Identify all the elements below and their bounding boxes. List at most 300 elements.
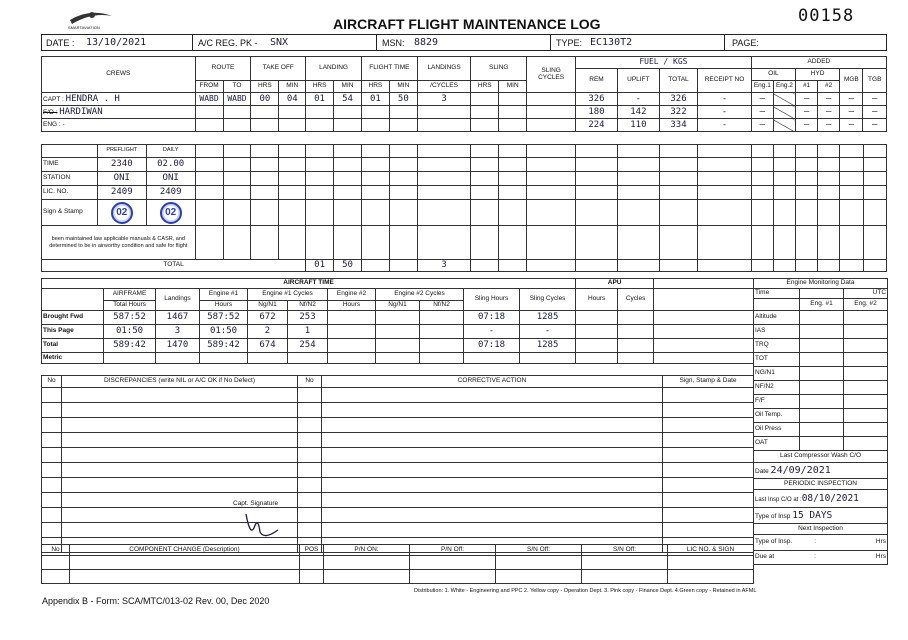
- takeoff-hrs-value[interactable]: 00: [251, 93, 279, 106]
- cell[interactable]: [576, 311, 618, 325]
- cell[interactable]: [334, 186, 362, 200]
- cell[interactable]: [499, 106, 527, 119]
- cell[interactable]: [618, 325, 654, 339]
- cell[interactable]: [195, 158, 223, 172]
- cell[interactable]: [863, 200, 887, 226]
- fuel-rem-1[interactable]: 326: [576, 93, 618, 106]
- cell[interactable]: [800, 381, 844, 395]
- cell[interactable]: [410, 570, 496, 584]
- cell[interactable]: [42, 433, 62, 448]
- due-at-cell[interactable]: [754, 551, 888, 565]
- cell[interactable]: [376, 353, 420, 364]
- cell[interactable]: [618, 311, 654, 325]
- takeoff-min-value[interactable]: 04: [279, 93, 306, 106]
- cell[interactable]: [389, 119, 417, 132]
- cell[interactable]: [306, 145, 334, 158]
- cell[interactable]: [334, 226, 362, 260]
- bf-nf1[interactable]: 253: [288, 311, 328, 325]
- cell[interactable]: [361, 226, 389, 260]
- cell[interactable]: [844, 409, 888, 423]
- cell[interactable]: [42, 448, 62, 463]
- cell[interactable]: [361, 158, 389, 172]
- cell[interactable]: [796, 145, 818, 158]
- cell[interactable]: [751, 158, 773, 172]
- cell[interactable]: [195, 186, 223, 200]
- cell[interactable]: [840, 260, 863, 272]
- cell[interactable]: [417, 158, 471, 172]
- cell[interactable]: [334, 145, 362, 158]
- time-preflight[interactable]: 2340: [97, 158, 146, 172]
- cell[interactable]: [668, 570, 754, 584]
- capt-cell[interactable]: [42, 93, 196, 106]
- tgb-3[interactable]: –: [863, 119, 887, 132]
- cell[interactable]: [306, 200, 334, 226]
- cell[interactable]: [818, 158, 840, 172]
- cell[interactable]: [663, 463, 754, 478]
- cell[interactable]: [840, 226, 863, 260]
- tp-landings[interactable]: 3: [156, 325, 200, 339]
- cell[interactable]: [844, 339, 888, 353]
- cell[interactable]: [751, 186, 773, 200]
- cell[interactable]: [844, 437, 888, 451]
- cell[interactable]: [800, 437, 844, 451]
- cell[interactable]: [751, 226, 773, 260]
- cell[interactable]: [298, 418, 322, 433]
- tot-ng1[interactable]: 674: [248, 339, 288, 353]
- cell[interactable]: [576, 325, 618, 339]
- cell[interactable]: [818, 145, 840, 158]
- cell[interactable]: [796, 200, 818, 226]
- cell[interactable]: [223, 200, 251, 226]
- fuel-uplift-2[interactable]: 142: [617, 106, 659, 119]
- cell[interactable]: [751, 172, 773, 186]
- cell[interactable]: [417, 172, 471, 186]
- cell[interactable]: [800, 423, 844, 437]
- cell[interactable]: [654, 311, 754, 325]
- cell[interactable]: [800, 339, 844, 353]
- cell[interactable]: [844, 395, 888, 409]
- oil-eng1-1[interactable]: –: [751, 93, 773, 106]
- cell[interactable]: [499, 186, 527, 200]
- cell[interactable]: [527, 119, 576, 132]
- mgb-1[interactable]: –: [840, 93, 863, 106]
- cell[interactable]: [279, 158, 306, 172]
- cell[interactable]: [279, 200, 306, 226]
- cell[interactable]: [410, 556, 496, 570]
- cell[interactable]: [70, 570, 300, 584]
- capt-signature[interactable]: [238, 508, 286, 542]
- cell[interactable]: [42, 418, 62, 433]
- total-min[interactable]: 50: [334, 260, 362, 272]
- cell[interactable]: [527, 172, 576, 186]
- landing-min-value[interactable]: 54: [334, 93, 362, 106]
- cell[interactable]: [195, 200, 223, 226]
- cell[interactable]: [818, 172, 840, 186]
- cell[interactable]: [840, 158, 863, 172]
- cell[interactable]: [195, 145, 223, 158]
- cell[interactable]: [618, 339, 654, 353]
- cell[interactable]: [200, 353, 248, 364]
- tot-sling-cycles[interactable]: 1285: [520, 339, 576, 353]
- cell[interactable]: [527, 106, 576, 119]
- cell[interactable]: [389, 158, 417, 172]
- cell[interactable]: [300, 556, 324, 570]
- fuel-uplift-3[interactable]: 110: [617, 119, 659, 132]
- fuel-rem-3[interactable]: 224: [576, 119, 618, 132]
- cell[interactable]: [818, 200, 840, 226]
- type-value[interactable]: EC130T2: [590, 37, 633, 48]
- fo-cell[interactable]: [42, 106, 196, 119]
- bf-sling-cycles[interactable]: 1285: [520, 311, 576, 325]
- msn-value[interactable]: 8829: [414, 37, 439, 48]
- tp-airframe[interactable]: 01:50: [104, 325, 156, 339]
- cell[interactable]: [773, 200, 795, 226]
- cell[interactable]: [322, 478, 663, 493]
- cell[interactable]: [617, 186, 659, 200]
- cell[interactable]: [659, 158, 697, 172]
- cell[interactable]: [420, 311, 464, 325]
- cell[interactable]: [844, 311, 888, 325]
- cell[interactable]: [361, 145, 389, 158]
- cell[interactable]: [42, 570, 70, 584]
- cell[interactable]: [62, 463, 298, 478]
- cell[interactable]: [796, 172, 818, 186]
- hyd2-1[interactable]: –: [818, 93, 840, 106]
- cell[interactable]: [322, 493, 663, 508]
- cell[interactable]: [62, 478, 298, 493]
- cell[interactable]: [863, 226, 887, 260]
- cell[interactable]: [306, 226, 334, 260]
- type-insp-cell[interactable]: [754, 508, 888, 524]
- cell[interactable]: [863, 260, 887, 272]
- cell[interactable]: [863, 145, 887, 158]
- next-type-cell[interactable]: [754, 535, 888, 551]
- to-value[interactable]: WABD: [223, 93, 251, 106]
- cell[interactable]: [659, 200, 697, 226]
- cell[interactable]: [698, 260, 752, 272]
- cell[interactable]: [751, 145, 773, 158]
- cell[interactable]: [322, 463, 663, 478]
- cell[interactable]: [471, 186, 499, 200]
- cell[interactable]: [251, 186, 279, 200]
- cell[interactable]: [800, 353, 844, 367]
- cell[interactable]: [389, 145, 417, 158]
- landings-value[interactable]: 3: [417, 93, 471, 106]
- cell[interactable]: [582, 556, 668, 570]
- cell[interactable]: [654, 325, 754, 339]
- cell[interactable]: [389, 226, 417, 260]
- cell[interactable]: [334, 119, 362, 132]
- cell[interactable]: [659, 172, 697, 186]
- tp-sling-cycles[interactable]: -: [520, 325, 576, 339]
- tp-eng1[interactable]: 01:50: [200, 325, 248, 339]
- flight-min-value[interactable]: 50: [389, 93, 417, 106]
- cell[interactable]: [773, 158, 795, 172]
- cell[interactable]: [499, 119, 527, 132]
- cell[interactable]: [576, 158, 618, 172]
- cell[interactable]: [800, 395, 844, 409]
- cell[interactable]: [663, 418, 754, 433]
- hyd1-3[interactable]: –: [796, 119, 818, 132]
- cell[interactable]: [663, 478, 754, 493]
- cell[interactable]: [499, 145, 527, 158]
- cell[interactable]: [328, 311, 376, 325]
- cell[interactable]: [361, 119, 389, 132]
- cell[interactable]: [195, 119, 223, 132]
- fuel-total-1[interactable]: 326: [659, 93, 697, 106]
- cell[interactable]: [663, 493, 754, 508]
- cell[interactable]: [104, 353, 156, 364]
- cell[interactable]: [42, 493, 62, 508]
- fuel-receipt-1[interactable]: -: [698, 93, 752, 106]
- cell[interactable]: [42, 523, 62, 538]
- cell[interactable]: [328, 339, 376, 353]
- cell[interactable]: [300, 570, 324, 584]
- cell[interactable]: [496, 570, 582, 584]
- cell[interactable]: [668, 556, 754, 570]
- tp-sling-hours[interactable]: -: [464, 325, 520, 339]
- cell[interactable]: [223, 226, 251, 260]
- time-daily[interactable]: 02.00: [146, 158, 195, 172]
- cell[interactable]: [663, 508, 754, 523]
- cell[interactable]: [279, 106, 306, 119]
- cell[interactable]: [520, 353, 576, 364]
- cell[interactable]: [773, 260, 795, 272]
- cell[interactable]: [62, 403, 298, 418]
- cell[interactable]: [417, 186, 471, 200]
- cell[interactable]: [195, 106, 223, 119]
- cell[interactable]: [361, 172, 389, 186]
- cell[interactable]: [334, 172, 362, 186]
- cell[interactable]: [659, 145, 697, 158]
- cell[interactable]: [840, 186, 863, 200]
- lic-daily[interactable]: 2409: [146, 186, 195, 200]
- cell[interactable]: [773, 186, 795, 200]
- cell[interactable]: [576, 226, 618, 260]
- cell[interactable]: [288, 353, 328, 364]
- cell[interactable]: [499, 93, 527, 106]
- cell[interactable]: [840, 172, 863, 186]
- landing-hrs-value[interactable]: 01: [306, 93, 334, 106]
- cell[interactable]: [617, 145, 659, 158]
- cell[interactable]: [800, 325, 844, 339]
- compressor-date-cell[interactable]: [754, 463, 888, 479]
- cell[interactable]: [417, 200, 471, 226]
- cell[interactable]: [844, 353, 888, 367]
- cell[interactable]: [863, 186, 887, 200]
- cell[interactable]: [617, 172, 659, 186]
- cell[interactable]: [306, 186, 334, 200]
- cell[interactable]: [306, 106, 334, 119]
- cell[interactable]: [42, 478, 62, 493]
- hyd1-1[interactable]: –: [796, 93, 818, 106]
- cell[interactable]: [195, 226, 223, 260]
- mgb-2[interactable]: –: [840, 106, 863, 119]
- hyd2-2[interactable]: –: [818, 106, 840, 119]
- cell[interactable]: [751, 260, 773, 272]
- reg-value[interactable]: SNX: [270, 37, 289, 48]
- tp-ng1[interactable]: 2: [248, 325, 288, 339]
- cell[interactable]: [298, 433, 322, 448]
- cell[interactable]: [698, 186, 752, 200]
- cell[interactable]: [773, 226, 795, 260]
- cell[interactable]: [334, 200, 362, 226]
- cell[interactable]: [773, 172, 795, 186]
- tot-sling-hours[interactable]: 07:18: [464, 339, 520, 353]
- cell[interactable]: [617, 260, 659, 272]
- cell[interactable]: [62, 433, 298, 448]
- cell[interactable]: [576, 145, 618, 158]
- cell[interactable]: [298, 463, 322, 478]
- cell[interactable]: [527, 260, 576, 272]
- cell[interactable]: [844, 381, 888, 395]
- cell[interactable]: [156, 353, 200, 364]
- station-daily[interactable]: ONI: [146, 172, 195, 186]
- cell[interactable]: [223, 106, 251, 119]
- cell[interactable]: [527, 186, 576, 200]
- cell[interactable]: [361, 106, 389, 119]
- cell[interactable]: [499, 260, 527, 272]
- cell[interactable]: [322, 433, 663, 448]
- tot-eng1[interactable]: 589:42: [200, 339, 248, 353]
- cell[interactable]: [844, 325, 888, 339]
- cell[interactable]: [251, 172, 279, 186]
- cell[interactable]: [223, 158, 251, 172]
- cell[interactable]: [496, 556, 582, 570]
- cell[interactable]: [818, 226, 840, 260]
- cell[interactable]: [840, 145, 863, 158]
- cell[interactable]: [844, 367, 888, 381]
- cell[interactable]: [322, 508, 663, 523]
- cell[interactable]: [663, 448, 754, 463]
- cell[interactable]: [420, 339, 464, 353]
- cell[interactable]: [800, 289, 844, 299]
- cell[interactable]: [527, 93, 576, 106]
- cell[interactable]: [499, 172, 527, 186]
- cell[interactable]: [322, 418, 663, 433]
- eng-cell[interactable]: [42, 119, 196, 132]
- cell[interactable]: [70, 556, 300, 570]
- cell[interactable]: [62, 448, 298, 463]
- cell[interactable]: [389, 106, 417, 119]
- cell[interactable]: [376, 339, 420, 353]
- fuel-receipt-2[interactable]: -: [698, 106, 752, 119]
- cell[interactable]: [576, 260, 618, 272]
- oil-eng1-3[interactable]: –: [751, 119, 773, 132]
- cell[interactable]: [195, 172, 223, 186]
- cell[interactable]: [279, 145, 306, 158]
- cell[interactable]: [659, 260, 697, 272]
- cell[interactable]: [617, 158, 659, 172]
- tot-landings[interactable]: 1470: [156, 339, 200, 353]
- cell[interactable]: [420, 353, 464, 364]
- bf-eng1[interactable]: 587:52: [200, 311, 248, 325]
- cell[interactable]: [618, 353, 654, 364]
- cell[interactable]: [376, 325, 420, 339]
- daily-stamp-cell[interactable]: [146, 200, 195, 226]
- cell[interactable]: [324, 556, 410, 570]
- tp-nf1[interactable]: 1: [288, 325, 328, 339]
- cell[interactable]: [361, 260, 389, 272]
- cell[interactable]: [576, 200, 618, 226]
- cell[interactable]: [251, 226, 279, 260]
- cell[interactable]: [818, 186, 840, 200]
- cell[interactable]: [298, 388, 322, 403]
- cell[interactable]: [471, 119, 499, 132]
- cell[interactable]: [251, 119, 279, 132]
- cell[interactable]: [306, 172, 334, 186]
- cell[interactable]: [306, 158, 334, 172]
- bf-airframe[interactable]: 587:52: [104, 311, 156, 325]
- cell[interactable]: [251, 200, 279, 226]
- hyd2-3[interactable]: –: [818, 119, 840, 132]
- cell[interactable]: [328, 353, 376, 364]
- cell[interactable]: [42, 508, 62, 523]
- cell[interactable]: [471, 93, 499, 106]
- cell[interactable]: [62, 418, 298, 433]
- cell[interactable]: [840, 200, 863, 226]
- cell[interactable]: [698, 158, 752, 172]
- bf-landings[interactable]: 1467: [156, 311, 200, 325]
- cell[interactable]: [698, 145, 752, 158]
- fuel-total-3[interactable]: 334: [659, 119, 697, 132]
- fuel-receipt-3[interactable]: -: [698, 119, 752, 132]
- tgb-2[interactable]: –: [863, 106, 887, 119]
- fuel-uplift-1[interactable]: -: [617, 93, 659, 106]
- cell[interactable]: [464, 353, 520, 364]
- cell[interactable]: [796, 158, 818, 172]
- cell[interactable]: [420, 325, 464, 339]
- cell[interactable]: [376, 311, 420, 325]
- cell[interactable]: [389, 172, 417, 186]
- fuel-rem-2[interactable]: 180: [576, 106, 618, 119]
- cell[interactable]: [471, 106, 499, 119]
- from-value[interactable]: WABD: [195, 93, 223, 106]
- bf-sling-hours[interactable]: 07:18: [464, 311, 520, 325]
- mgb-3[interactable]: –: [840, 119, 863, 132]
- cell[interactable]: [361, 200, 389, 226]
- cell[interactable]: [248, 353, 288, 364]
- cell[interactable]: [499, 158, 527, 172]
- cell[interactable]: [324, 570, 410, 584]
- cell[interactable]: [361, 186, 389, 200]
- cell[interactable]: [663, 433, 754, 448]
- cell[interactable]: [796, 186, 818, 200]
- cell[interactable]: [42, 556, 70, 570]
- cell[interactable]: [328, 325, 376, 339]
- cell[interactable]: [251, 158, 279, 172]
- date-value[interactable]: 13/10/2021: [86, 37, 147, 48]
- fuel-total-2[interactable]: 322: [659, 106, 697, 119]
- tgb-1[interactable]: –: [863, 93, 887, 106]
- cell[interactable]: [322, 403, 663, 418]
- cell[interactable]: [499, 200, 527, 226]
- cell[interactable]: [582, 570, 668, 584]
- cell[interactable]: [223, 145, 251, 158]
- lic-preflight[interactable]: 2409: [97, 186, 146, 200]
- cell[interactable]: [800, 409, 844, 423]
- cell[interactable]: [527, 145, 576, 158]
- cell[interactable]: [298, 523, 322, 538]
- cell[interactable]: [251, 106, 279, 119]
- hyd1-2[interactable]: –: [796, 106, 818, 119]
- preflight-stamp-cell[interactable]: [97, 200, 146, 226]
- cell[interactable]: [334, 158, 362, 172]
- oil-eng2-1[interactable]: [773, 93, 795, 106]
- cell[interactable]: [617, 200, 659, 226]
- tot-airframe[interactable]: 589:42: [104, 339, 156, 353]
- cell[interactable]: [389, 200, 417, 226]
